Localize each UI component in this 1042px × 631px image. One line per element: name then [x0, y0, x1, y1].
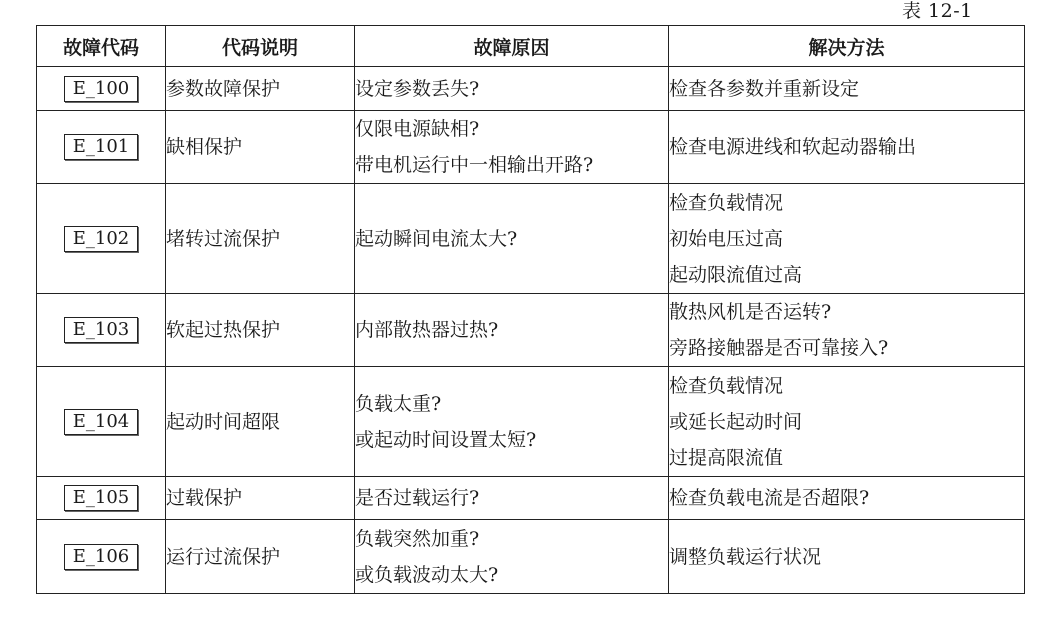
solution-cell: [669, 294, 1025, 367]
solution-line: 过提高限流值: [669, 446, 784, 469]
cause-line: 内部散热器过热?: [355, 319, 499, 341]
solution-line: 或延长起动时间: [669, 410, 803, 433]
fault-code-cell: [37, 184, 166, 294]
description-text: 堵转过流保护: [166, 227, 281, 250]
solution-line: 调整负载运行状况: [669, 545, 822, 568]
cause-cell: [355, 367, 669, 477]
cause-cell: [355, 67, 669, 111]
fault-code-box: E_102: [64, 226, 138, 252]
solution-line: 散热风机是否运转?: [669, 301, 832, 323]
table-row: [37, 367, 1025, 477]
header-fault-code: 故障代码: [37, 26, 166, 67]
solution-cell: [669, 477, 1025, 520]
solution-line: 起动限流值过高: [669, 263, 803, 286]
description-text: 缺相保护: [166, 136, 243, 158]
cause-line: 负载突然加重?: [355, 527, 480, 550]
cause-line: 起动瞬间电流太大?: [355, 227, 518, 250]
solution-line: 初始电压过高: [669, 227, 784, 250]
fault-code-cell: [37, 477, 166, 520]
description-text: 参数故障保护: [166, 77, 281, 100]
solution-cell: [669, 67, 1025, 111]
solution-cell: [669, 367, 1025, 477]
solution-cell: [669, 184, 1025, 294]
cause-cell: [355, 477, 669, 520]
fault-code-cell: [37, 111, 166, 184]
cause-line: 带电机运行中一相输出开路?: [355, 154, 594, 176]
cause-line: 负载太重?: [355, 392, 442, 415]
description-text: 过载保护: [166, 487, 243, 509]
solution-line: 检查电源进线和软起动器输出: [669, 136, 917, 158]
cause-line: 仅限电源缺相?: [355, 118, 480, 140]
fault-code-box: E_101: [64, 134, 138, 160]
cause-line: 是否过载运行?: [355, 487, 480, 509]
solution-line: 检查负载电流是否超限?: [669, 487, 870, 509]
description-text: 软起过热保护: [166, 319, 281, 341]
table-row: [37, 477, 1025, 520]
table-number-label: 表 12-1: [902, 0, 973, 22]
description-cell: [166, 184, 355, 294]
description-cell: [166, 520, 355, 594]
fault-code-box: E_106: [64, 544, 138, 570]
solution-line: 检查各参数并重新设定: [669, 77, 860, 100]
cause-line: 或负载波动太大?: [355, 563, 499, 586]
fault-code-box: E_105: [64, 485, 138, 511]
table-row: [37, 111, 1025, 184]
solution-cell: [669, 520, 1025, 594]
cause-cell: [355, 184, 669, 294]
description-text: 运行过流保护: [166, 545, 281, 568]
fault-code-table: [36, 25, 1025, 594]
solution-cell: [669, 111, 1025, 184]
table-header-row: [37, 26, 1025, 67]
description-cell: [166, 67, 355, 111]
description-cell: [166, 111, 355, 184]
table-row: [37, 520, 1025, 594]
header-code-description: 代码说明: [166, 26, 355, 67]
fault-code-box: E_104: [64, 409, 138, 435]
table-row: [37, 294, 1025, 367]
table-row: [37, 67, 1025, 111]
description-cell: [166, 477, 355, 520]
cause-line: 或起动时间设置太短?: [355, 428, 537, 451]
description-cell: [166, 367, 355, 477]
header-fault-cause: 故障原因: [355, 26, 669, 67]
fault-code-box: E_103: [64, 317, 138, 343]
header-solution: 解决方法: [669, 26, 1025, 67]
solution-line: 旁路接触器是否可靠接入?: [669, 337, 889, 359]
fault-code-cell: [37, 294, 166, 367]
cause-cell: [355, 294, 669, 367]
solution-line: 检查负载情况: [669, 191, 784, 214]
cause-line: 设定参数丢失?: [355, 77, 480, 100]
fault-code-cell: [37, 520, 166, 594]
table-row: [37, 184, 1025, 294]
cause-cell: [355, 520, 669, 594]
description-text: 起动时间超限: [166, 410, 281, 433]
solution-line: 检查负载情况: [669, 374, 784, 397]
fault-code-box: E_100: [64, 76, 138, 102]
description-cell: [166, 294, 355, 367]
fault-code-cell: [37, 67, 166, 111]
cause-cell: [355, 111, 669, 184]
fault-code-cell: [37, 367, 166, 477]
